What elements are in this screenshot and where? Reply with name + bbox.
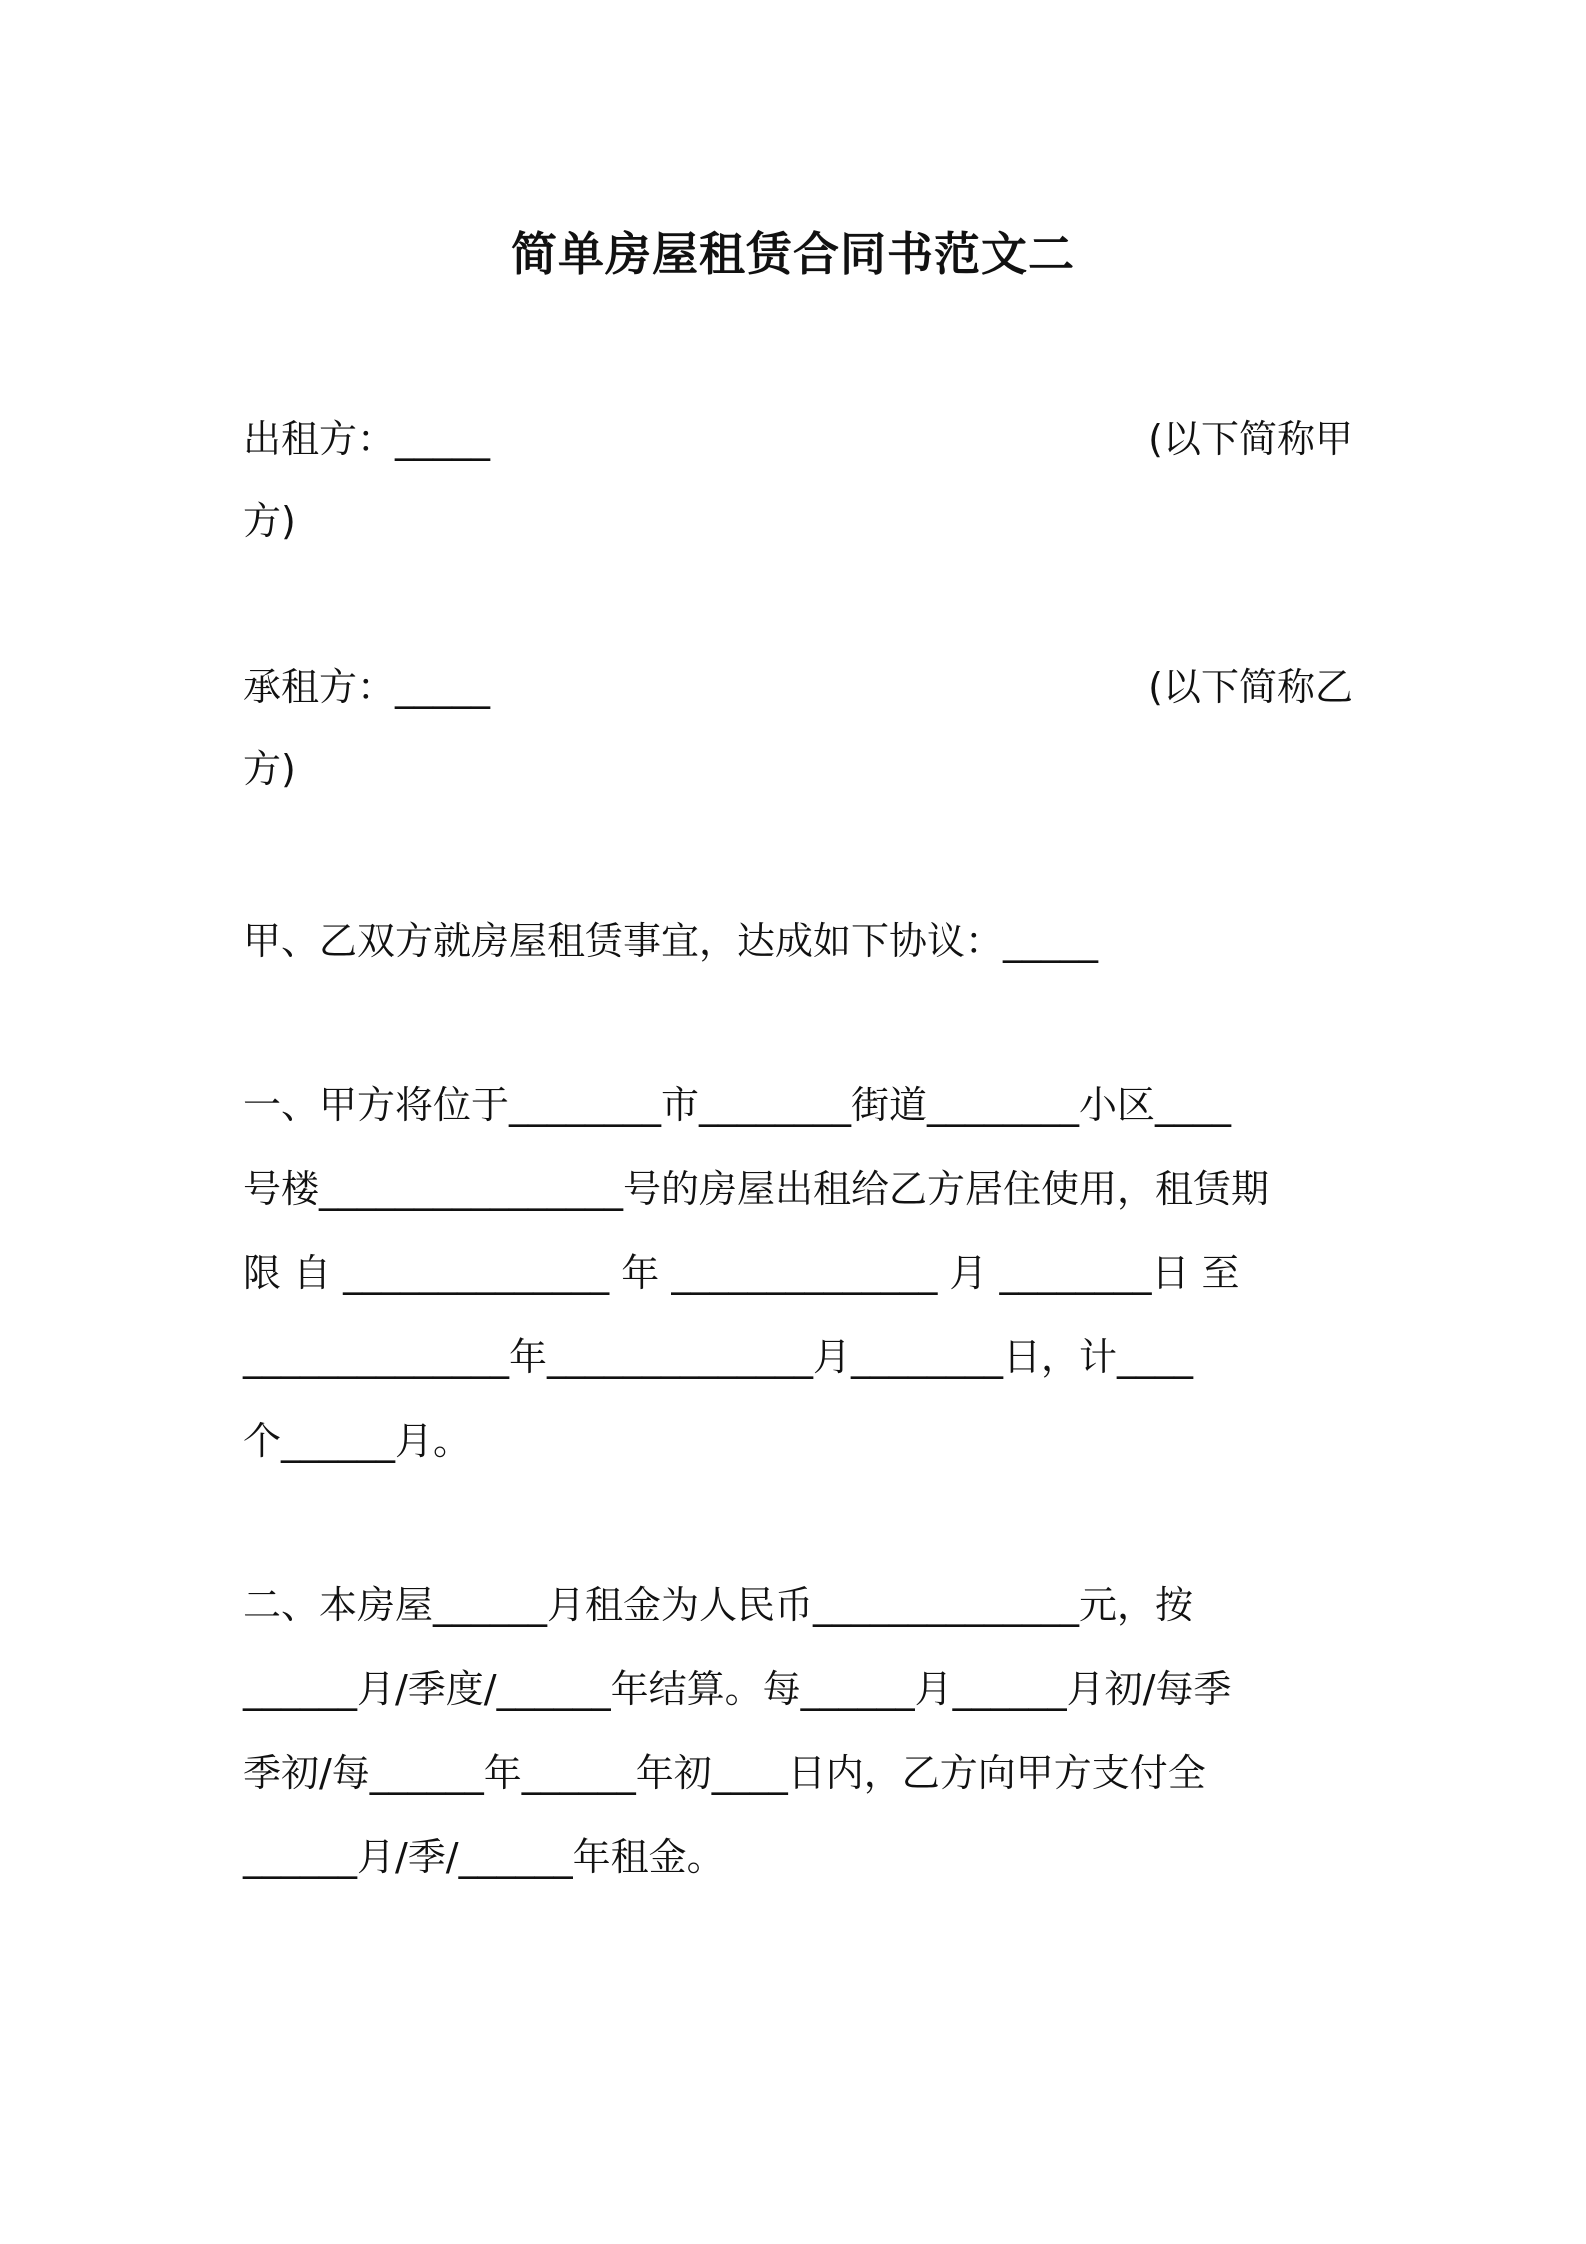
lessor-suffix: (以下简称甲 <box>1148 417 1353 461</box>
clause2-line-2: ______月/季度/______年结算。每______月______月初/每季 <box>243 1667 1232 1711</box>
clause2-line-1: 二、本房屋______月租金为人民币______________元，按 <box>243 1583 1194 1627</box>
lessor-label: 出租方：_____ <box>243 417 491 461</box>
lessee-line-cont: 方) <box>243 747 296 791</box>
lessee-label: 承租方：_____ <box>243 665 491 709</box>
lessor-line-cont: 方) <box>243 499 296 543</box>
document-title: 简单房屋租赁合同书范文二 <box>511 227 1075 281</box>
clause2-line-3: 季初/每______年______年初____日内，乙方向甲方支付全 <box>243 1751 1206 1795</box>
lessee-line <box>243 660 1353 714</box>
lessor-line <box>243 412 1353 466</box>
clause1-line-4: ______________年______________月________日，计____ <box>243 1335 1194 1379</box>
clause1-line-5: 个______月。 <box>243 1419 472 1463</box>
clause1-line-2: 号楼________________号的房屋出租给乙方居住使用，租赁期 <box>243 1167 1270 1211</box>
clause1-line-3: 限 自 ______________ 年 ______________ 月 ________日 至 <box>243 1251 1240 1295</box>
lessee-suffix: (以下简称乙 <box>1148 665 1353 709</box>
intro-paragraph: 甲、乙双方就房屋租赁事宜，达成如下协议：_____ <box>243 919 1099 963</box>
clause1-line-1: 一、甲方将位于________市________街道________小区____ <box>243 1083 1232 1127</box>
clause2-line-4: ______月/季/______年租金。 <box>243 1835 725 1879</box>
